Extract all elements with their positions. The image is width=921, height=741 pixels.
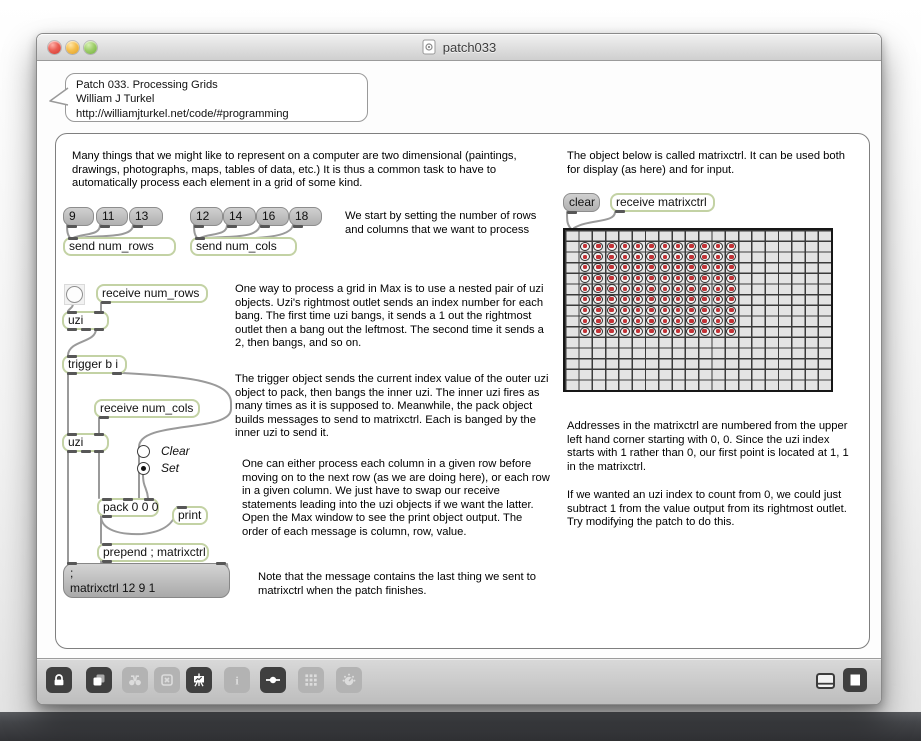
matrix-cell-on[interactable] (593, 274, 603, 283)
message-text: 18 (295, 209, 309, 223)
matrix-cell-on[interactable] (620, 284, 630, 293)
matrix-cell-on[interactable] (713, 263, 723, 272)
radio-set-label: Set (161, 461, 180, 475)
matrix-cell-on[interactable] (673, 242, 683, 251)
duplicate-icon (91, 672, 107, 688)
matrix-cell-on[interactable] (633, 242, 643, 251)
radio-set[interactable] (137, 462, 150, 475)
bubble-line-author: William J Turkel (76, 93, 155, 106)
matrix-cell-on[interactable] (646, 242, 656, 251)
matrix-cell-on[interactable] (673, 295, 683, 304)
lock-icon (51, 672, 67, 688)
object-uzi-outer[interactable] (62, 311, 109, 330)
matrixctrl-grid[interactable] (563, 228, 833, 392)
object-prepend-matrixctrl[interactable] (97, 543, 209, 562)
delete-icon (159, 672, 175, 688)
object-uzi-inner[interactable] (62, 433, 109, 452)
matrix-cell-on[interactable] (700, 252, 710, 261)
matrix-cell-on[interactable] (726, 252, 736, 261)
matrix-cell-on[interactable] (673, 252, 683, 261)
matrix-cell-on[interactable] (660, 274, 670, 283)
matrix-cell-on[interactable] (700, 316, 710, 325)
message-text: 11 (102, 209, 115, 223)
message-text: clear (569, 195, 596, 209)
matrix-cell-on[interactable] (686, 316, 696, 325)
matrix-cell-on[interactable] (726, 306, 736, 315)
matrix-cell-on[interactable] (593, 242, 603, 251)
matrix-cell-on[interactable] (646, 252, 656, 261)
comment-uzi: One way to process a grid in Max is to use a nested pair of uzi objects. Uzi's rightmost outlet sends an index number for each bang. The first time uzi bangs, it sends a 1 out the rightmost outlet then a bang out the leftmost. The second time it sends a 2, then bangs, and so on. (235, 283, 544, 349)
matrix-cell-on[interactable] (713, 295, 723, 304)
bang-circle (66, 286, 83, 303)
matrix-cell-on[interactable] (620, 263, 630, 272)
object-text: receive num_rows (102, 286, 200, 300)
matrix-cell-on[interactable] (633, 274, 643, 283)
matrix-cell-on[interactable] (607, 295, 617, 304)
matrix-cell-on[interactable] (700, 306, 710, 315)
comment-trigger: The trigger object sends the current index value of the outer uzi object to pack, then bangs the inner uzi. The inner uzi fires as many times as it is supposed to. Meanwhile, the pack object builds messages to send to matrixctrl. Each is banged by the inner uzi to send it. (235, 373, 549, 439)
matrix-cell-on[interactable] (660, 263, 670, 272)
matrix-cell-on[interactable] (646, 274, 656, 283)
matrix-cell-on[interactable] (580, 252, 590, 261)
matrix-cell-on[interactable] (633, 306, 643, 315)
matrix-cell-on[interactable] (580, 242, 590, 251)
toolbar-dial-button[interactable] (336, 667, 362, 693)
object-send-num-rows[interactable] (63, 237, 176, 256)
matrix-cell-on[interactable] (580, 306, 590, 315)
object-receive-num-cols[interactable] (94, 399, 200, 418)
message-box-18[interactable] (289, 207, 322, 226)
message-box-14[interactable] (223, 207, 256, 226)
comment-start: We start by setting the number of rows and columns that we want to process (345, 210, 537, 236)
toolbar-duplicate-button[interactable] (86, 667, 112, 693)
dial-icon (341, 672, 357, 688)
window-title: patch033 (442, 39, 497, 55)
minimize-button[interactable] (66, 41, 79, 54)
object-receive-matrixctrl[interactable] (610, 193, 715, 212)
svg-text:i: i (235, 673, 239, 688)
matrix-cell-on[interactable] (686, 306, 696, 315)
matrix-cell-on[interactable] (673, 284, 683, 293)
binoculars-icon (127, 672, 143, 688)
message-text: 9 (69, 209, 76, 223)
matrix-cell-on[interactable] (633, 295, 643, 304)
bubble-line-title: Patch 033. Processing Grids (76, 79, 218, 91)
patch-cord-icon (265, 672, 281, 688)
comment-note: Note that the message contains the last thing we sent to matrixctrl when the patch finishes. (258, 571, 536, 597)
matrix-cell-on[interactable] (607, 316, 617, 325)
matrix-cell-on[interactable] (646, 316, 656, 325)
toolbar-binoculars-button[interactable] (122, 667, 148, 693)
toolbar-split-view-button[interactable] (812, 668, 838, 694)
matrix-cell-on[interactable] (607, 242, 617, 251)
toolbar-grid-button[interactable] (298, 667, 324, 693)
matrix-cell-on[interactable] (593, 263, 603, 272)
result-line-1: ; (70, 566, 74, 580)
toolbar-info-button[interactable] (224, 667, 250, 693)
matrix-cell-on[interactable] (620, 295, 630, 304)
matrix-cell-on[interactable] (726, 263, 736, 272)
matrix-cell-on[interactable] (686, 295, 696, 304)
matrix-cell-on[interactable] (700, 274, 710, 283)
object-pack[interactable] (97, 498, 159, 517)
matrix-cell-on[interactable] (580, 295, 590, 304)
matrix-cell-on[interactable] (726, 284, 736, 293)
object-text: uzi (68, 313, 84, 327)
matrix-cell-on[interactable] (660, 327, 670, 336)
matrix-cell-on[interactable] (607, 252, 617, 261)
object-text: print (178, 508, 202, 522)
matrix-cell-on[interactable] (593, 306, 603, 315)
matrix-cell-on[interactable] (660, 306, 670, 315)
matrix-cell-on[interactable] (646, 306, 656, 315)
message-box-9[interactable] (63, 207, 94, 226)
bang-button[interactable] (64, 284, 85, 305)
close-button[interactable] (48, 41, 61, 54)
matrix-cell-on[interactable] (607, 327, 617, 336)
matrix-cell-on[interactable] (713, 284, 723, 293)
matrix-cell-on[interactable] (620, 274, 630, 283)
object-text: prepend ; matrixctrl (103, 545, 206, 559)
matrix-cell-on[interactable] (713, 274, 723, 283)
matrix-cell-on[interactable] (580, 316, 590, 325)
matrix-cell-on[interactable] (593, 252, 603, 261)
matrix-cell-on[interactable] (726, 242, 736, 251)
toolbar-patch-cords-button[interactable] (260, 667, 286, 693)
comment-intro: Many things that we might like to represent on a computer are two dimensional (paintings, drawings, photographs, maps, tables of data, etc.) It is thus a common task to have to automatically process each element in a grid of some kind. (72, 150, 517, 189)
object-text: receive matrixctrl (616, 195, 707, 209)
message-text: 16 (262, 209, 276, 223)
object-text: send num_cols (196, 239, 277, 253)
desktop-bottom-band (0, 712, 921, 741)
matrix-cell-on[interactable] (673, 316, 683, 325)
matrix-cell-on[interactable] (713, 306, 723, 315)
message-box-12[interactable] (190, 207, 223, 226)
matrix-cell-on[interactable] (673, 263, 683, 272)
matrix-cell-on[interactable] (660, 295, 670, 304)
toolbar-lock-button[interactable] (46, 667, 72, 693)
comment-addresses: Addresses in the matrixctrl are numbered from the upper left hand corner starting with 0, 0. Since the uzi index starts with 1 rather than 0, our first point is located at 1, 1 in the matrixctrl. (567, 420, 849, 473)
object-text: trigger b i (68, 357, 119, 371)
matrix-cell-on[interactable] (646, 295, 656, 304)
matrix-cell-on[interactable] (580, 263, 590, 272)
matrix-cell-on[interactable] (713, 327, 723, 336)
matrix-cell-on[interactable] (646, 327, 656, 336)
matrix-cell-on[interactable] (646, 284, 656, 293)
matrix-cell-on[interactable] (713, 252, 723, 261)
matrix-cell-on[interactable] (633, 316, 643, 325)
object-trigger-b-i[interactable] (62, 355, 127, 374)
toolbar-presentation-button[interactable] (186, 667, 212, 693)
matrix-cell-on[interactable] (633, 252, 643, 261)
message-text: 14 (229, 209, 243, 223)
matrix-cell-on[interactable] (673, 327, 683, 336)
result-line-2: matrixctrl 12 9 1 (70, 581, 156, 595)
matrix-cell-on[interactable] (593, 284, 603, 293)
solid-view-icon (846, 671, 864, 689)
matrix-cell-on[interactable] (593, 316, 603, 325)
matrix-cell-on[interactable] (580, 274, 590, 283)
matrix-cell-on[interactable] (686, 242, 696, 251)
message-text: 12 (196, 209, 210, 223)
object-send-num-cols[interactable] (190, 237, 297, 256)
bubble-tail (49, 86, 69, 108)
toolbar-solid-view-button[interactable] (843, 668, 867, 692)
matrix-cell-on[interactable] (700, 327, 710, 336)
matrix-cell-on[interactable] (686, 284, 696, 293)
comment-either: One can either process each column in a given row before moving on to the next row (as we are doing here), or each row in a given column. We just have to swap our receive statements leading into the uzi objects if we want the latter. Open the Max window to see the print object output. The order of each message is column, row, value. (242, 458, 550, 538)
patch-credit-bubble (65, 73, 368, 122)
matrix-cell-on[interactable] (607, 284, 617, 293)
matrix-cell-on[interactable] (726, 295, 736, 304)
grid-icon (303, 672, 319, 688)
matrix-cell-on[interactable] (726, 327, 736, 336)
message-box-clear[interactable] (563, 193, 600, 212)
matrix-cell-on[interactable] (726, 316, 736, 325)
document-icon (422, 39, 437, 55)
matrix-cell-on[interactable] (660, 242, 670, 251)
info-icon (229, 672, 245, 688)
matrix-cell-on[interactable] (700, 242, 710, 251)
matrix-cell-on[interactable] (686, 252, 696, 261)
matrix-cell-on[interactable] (686, 274, 696, 283)
matrix-cell-on[interactable] (580, 284, 590, 293)
split-view-icon (815, 671, 836, 691)
matrix-cell-on[interactable] (673, 274, 683, 283)
matrix-cell-on[interactable] (580, 327, 590, 336)
bubble-line-url: http://williamjturkel.net/code/#programming (76, 107, 289, 120)
message-box-11[interactable] (96, 207, 128, 226)
matrix-cell-on[interactable] (607, 306, 617, 315)
radio-dot (141, 466, 146, 471)
object-text: receive num_cols (100, 401, 194, 415)
matrix-cell-on[interactable] (593, 327, 603, 336)
object-receive-num-rows[interactable] (96, 284, 208, 303)
matrix-cell-on[interactable] (620, 327, 630, 336)
toolbar-delete-button[interactable] (154, 667, 180, 693)
object-text: pack 0 0 0 (103, 500, 159, 514)
comment-modify: If we wanted an uzi index to count from 0, we could just subtract 1 from the value output from its rightmost outlet. Try modifying the patch to do this. (567, 489, 847, 528)
matrix-cell-on[interactable] (700, 263, 710, 272)
comment-matrixctrl-intro: The object below is called matrixctrl. It can be used both for display (as here) and for input. (567, 150, 845, 176)
message-text: 13 (135, 209, 149, 223)
message-box-matrixctrl-result[interactable] (63, 563, 230, 598)
matrix-cell-on[interactable] (700, 284, 710, 293)
matrix-cell-on[interactable] (593, 295, 603, 304)
matrix-cell-on[interactable] (646, 263, 656, 272)
object-text: uzi (68, 435, 84, 449)
matrix-cell-on[interactable] (660, 284, 670, 293)
matrix-cell-on[interactable] (660, 252, 670, 261)
radio-clear-label: Clear (161, 444, 190, 458)
matrix-cell-on[interactable] (607, 263, 617, 272)
object-text: send num_rows (69, 239, 154, 253)
titlebar[interactable] (37, 34, 881, 61)
matrix-cell-on[interactable] (686, 327, 696, 336)
object-print[interactable] (172, 506, 208, 525)
zoom-button[interactable] (84, 41, 97, 54)
matrix-cell-on[interactable] (620, 242, 630, 251)
message-box-16[interactable] (256, 207, 289, 226)
matrix-cell-on[interactable] (700, 295, 710, 304)
matrix-cell-on[interactable] (633, 263, 643, 272)
matrix-cell-on[interactable] (660, 316, 670, 325)
matrix-cell-on[interactable] (633, 284, 643, 293)
presentation-icon (191, 672, 207, 688)
matrix-cell-on[interactable] (713, 316, 723, 325)
matrix-cell-on[interactable] (620, 252, 630, 261)
matrix-cell-on[interactable] (633, 327, 643, 336)
matrix-cell-on[interactable] (673, 306, 683, 315)
matrix-cell-on[interactable] (713, 242, 723, 251)
matrix-cell-on[interactable] (686, 263, 696, 272)
matrix-cell-on[interactable] (607, 274, 617, 283)
matrix-cell-on[interactable] (620, 306, 630, 315)
radio-clear[interactable] (137, 445, 150, 458)
matrix-cell-on[interactable] (726, 274, 736, 283)
message-box-13[interactable] (129, 207, 163, 226)
matrix-cell-on[interactable] (620, 316, 630, 325)
